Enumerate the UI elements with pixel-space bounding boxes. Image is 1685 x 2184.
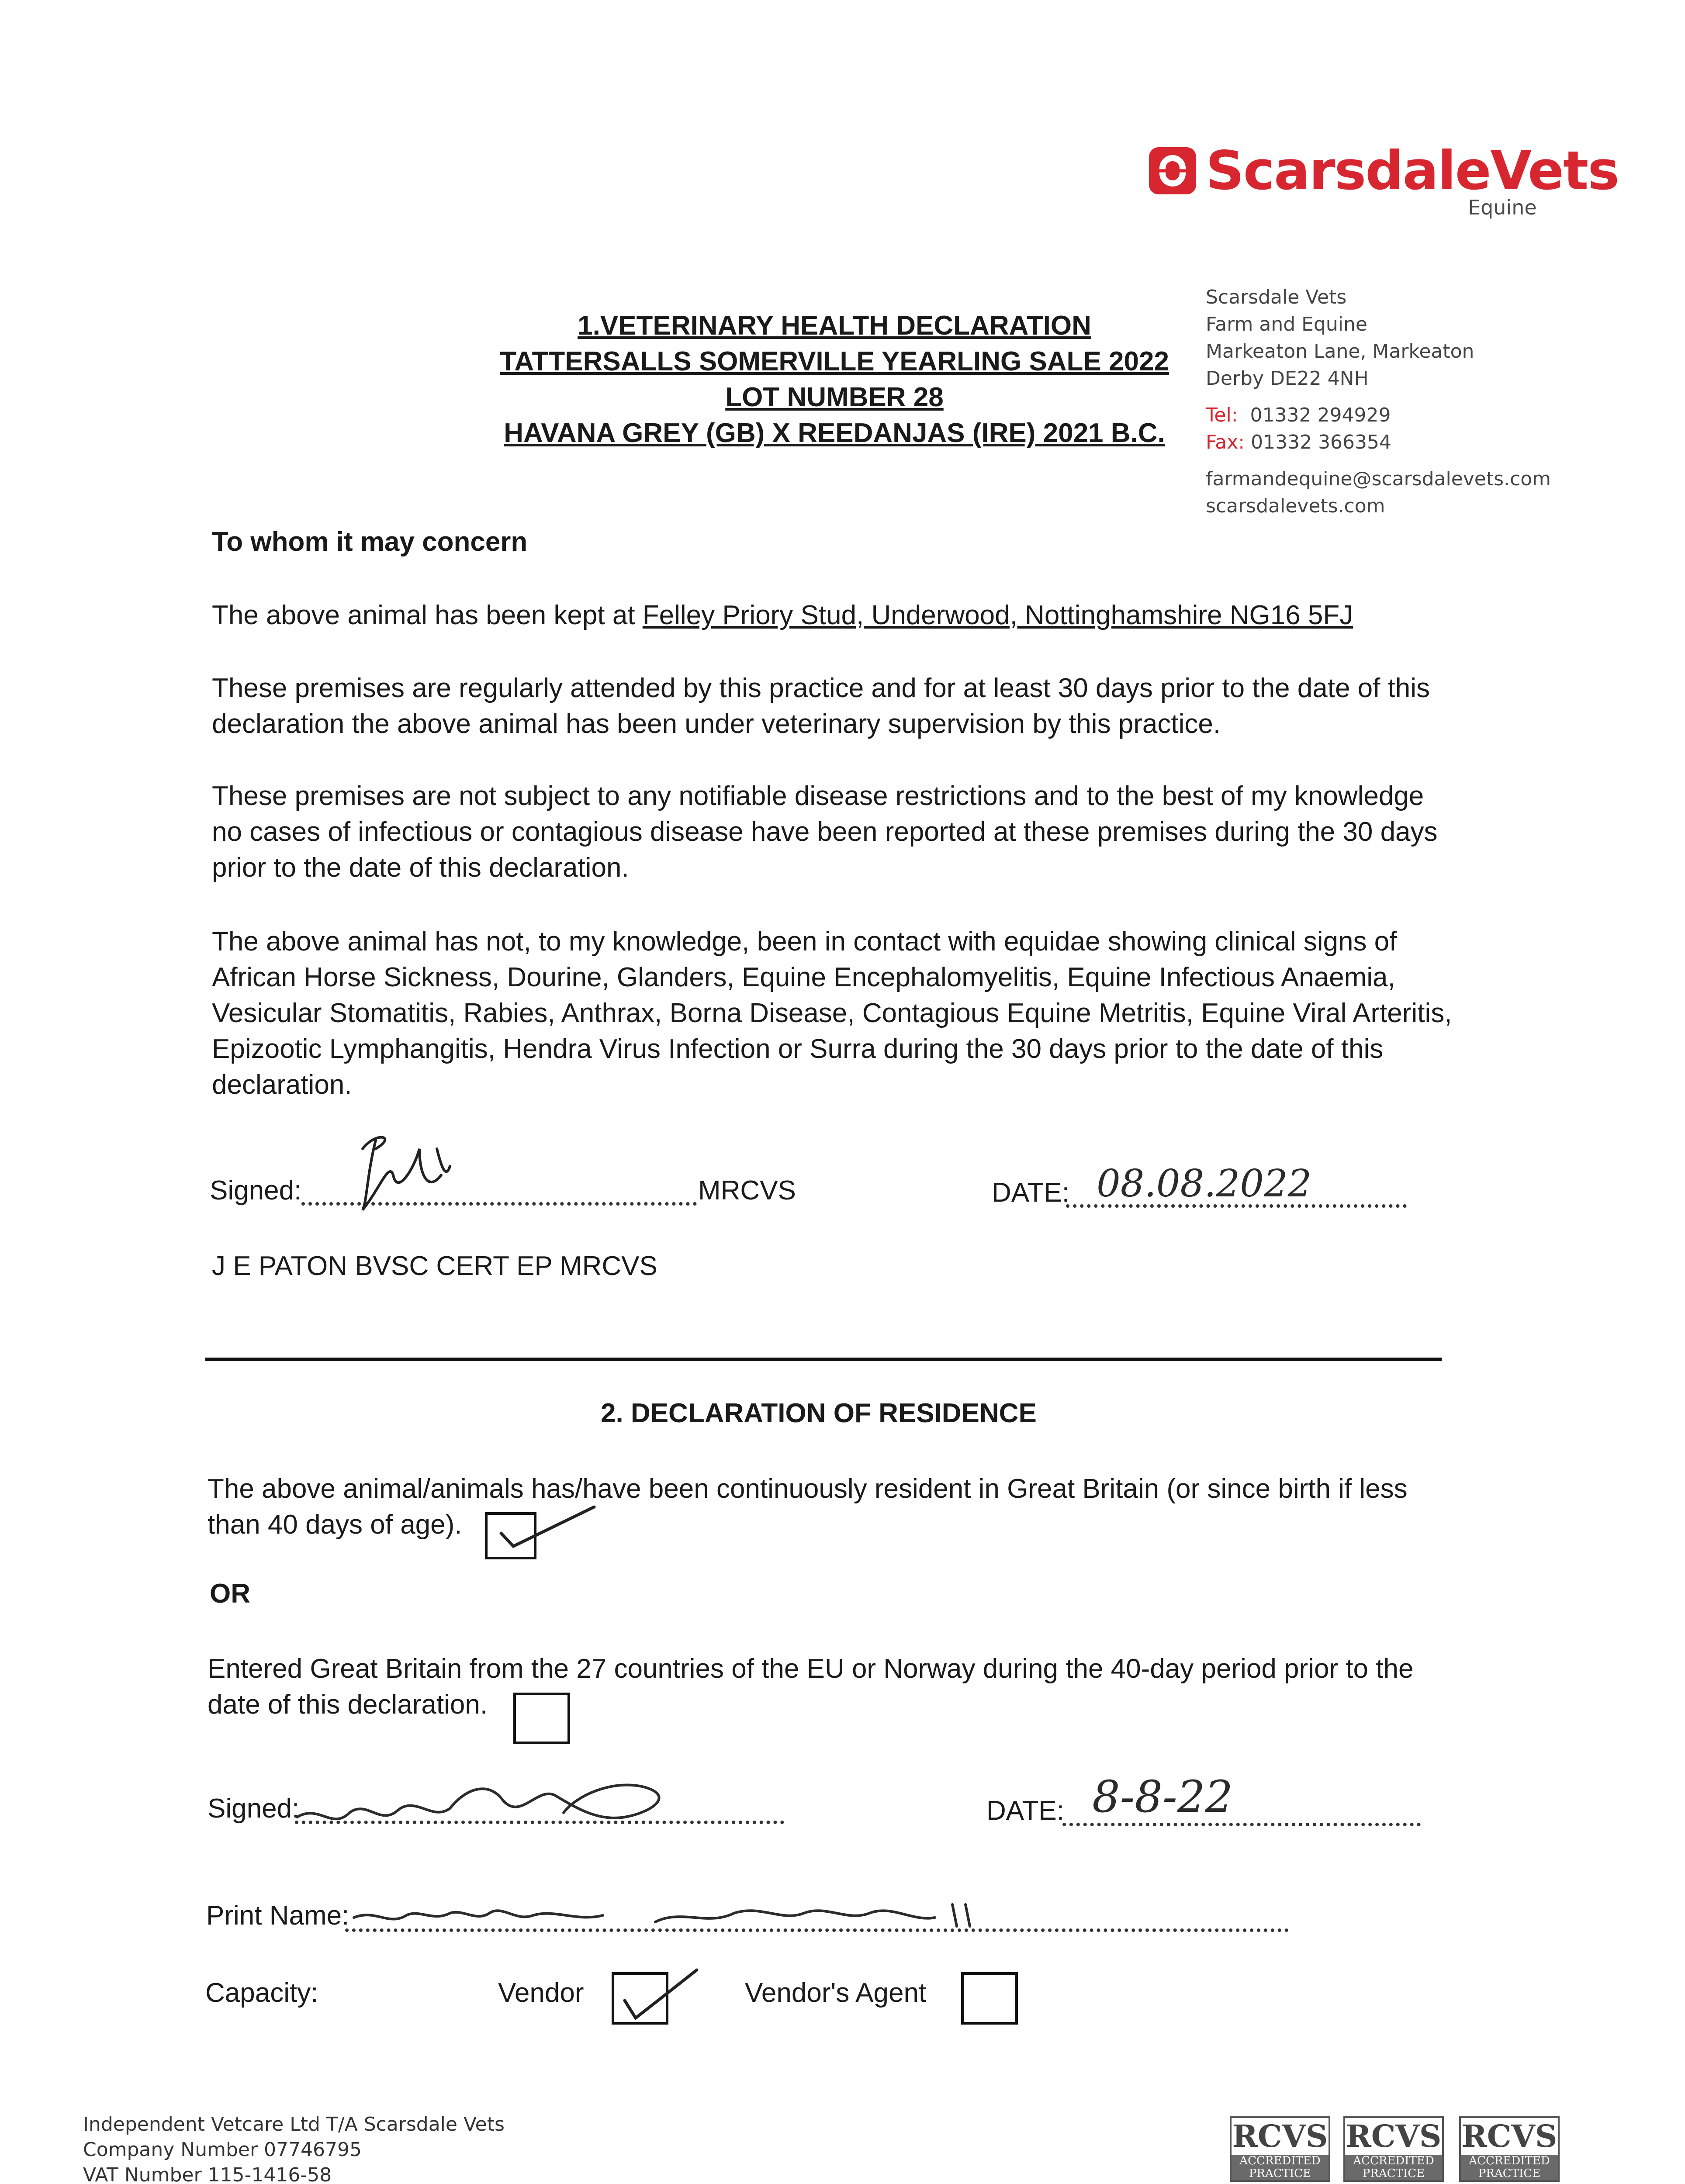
paragraph-restrictions: These premises are not subject to any notifiable disease restrictions and to the best of my knowledge no cases of infectious or contagious disease have been reported at these premises during the 30 days prior to the date of this declaration. <box>212 781 1438 883</box>
kept-statement: The above animal has been kept at Felley Priory Stud, Underwood, Nottinghamshire NG16 5FJ <box>212 600 1353 630</box>
residence-option2-checkbox[interactable] <box>513 1693 570 1744</box>
company-number: Company Number 07746795 <box>83 2139 362 2161</box>
vendor-label: Vendor <box>498 1978 584 2008</box>
document-title: 1.VETERINARY HEALTH DECLARATION TATTERSALLS SOMERVILLE YEARLING SALE 2022 LOT NUMBER 28 HAVANA GREY (GB) X REEDANJAS (IRE) 2021 B.C. <box>500 311 1169 448</box>
signatory-name: J E PATON BVSC CERT EP MRCVS <box>212 1251 657 1281</box>
date-label-2: DATE: <box>986 1796 1064 1826</box>
address-block <box>1206 284 1551 520</box>
company-name: Independent Vetcare Ltd T/A Scarsdale Vets <box>83 2113 505 2136</box>
print-name-handwriting <box>349 1891 1027 1939</box>
capacity-label: Capacity: <box>205 1978 318 2008</box>
date-line-2 <box>1062 1823 1421 1826</box>
rcvs-badge: RCVS ACCREDITED PRACTICE <box>1230 2116 1330 2182</box>
residence-option1: The above animal/animals has/have been continuously resident in Great Britain (or since birth if less than 40 days of age). <box>208 1474 1408 1540</box>
brand-subtitle: Equine <box>1468 196 1537 219</box>
vendors-agent-checkbox[interactable] <box>961 1972 1018 2025</box>
logo-mark-icon <box>1149 147 1196 194</box>
mrcvs-label: MRCVS <box>698 1175 796 1206</box>
vat-number: VAT Number 115-1416-58 <box>83 2164 332 2184</box>
paragraph-supervision: These premises are regularly attended by this practice and for at least 30 days prior to the date of this declaration the above animal has been under veterinary supervision by this practice. <box>212 673 1430 739</box>
checkmark-icon <box>616 1966 703 2027</box>
print-name-label: Print Name: <box>206 1901 349 1931</box>
telephone: Tel: 01332 294929 <box>1206 404 1391 426</box>
rcvs-badge: RCVS ACCREDITED PRACTICE <box>1343 2116 1444 2182</box>
company-footer <box>83 2112 505 2184</box>
brand-logo <box>1149 140 1619 202</box>
kept-location: Felley Priory Stud, Underwood, Nottinghamshire NG16 5FJ <box>642 600 1353 630</box>
vet-signature <box>349 1123 454 1223</box>
address-line: Farm and Equine <box>1206 313 1367 335</box>
checkmark-icon <box>496 1503 601 1559</box>
vendor-date-value: 8-8-22 <box>1092 1771 1233 1822</box>
vendor-signature <box>293 1769 686 1835</box>
address-line: Markeaton Lane, Markeaton <box>1206 340 1474 363</box>
address-name: Scarsdale Vets <box>1206 286 1347 308</box>
brand-name: ScarsdaleVets <box>1206 140 1619 202</box>
vet-date-value: 08.08.2022 <box>1097 1162 1312 1206</box>
address-line: Derby DE22 4NH <box>1206 367 1369 390</box>
section-divider <box>205 1358 1442 1361</box>
signed-label-2: Signed: <box>208 1794 300 1824</box>
rcvs-badge: RCVS ACCREDITED PRACTICE <box>1459 2116 1560 2182</box>
residence-option2: Entered Great Britain from the 27 countries of the EU or Norway during the 40-day period prior to the date of this declaration. <box>208 1654 1414 1720</box>
vendors-agent-label: Vendor's Agent <box>745 1978 927 2008</box>
website: scarsdalevets.com <box>1206 495 1385 517</box>
or-label: OR <box>210 1579 250 1609</box>
date-label: DATE: <box>992 1178 1069 1208</box>
email: farmandequine@scarsdalevets.com <box>1206 468 1551 490</box>
salutation: To whom it may concern <box>212 527 528 557</box>
signed-label: Signed: <box>210 1175 302 1206</box>
paragraph-contact: The above animal has not, to my knowledge, been in contact with equidae showing clinical signs of African Horse Sickness, Dourine, Glanders, Equine Encephalomyelitis, Equine Infectious Anaemia, Vesicular Stomatitis, Rabies, Anthrax, Borna Disease, Contagious Equine Metritis, Equine Viral Arteritis, Epizootic Lymphangitis, Hendra Virus Infection or Surra during the 30 days prior to the date of this declaration. <box>212 926 1452 1100</box>
fax: Fax: 01332 366354 <box>1206 431 1392 453</box>
section2-heading: 2. DECLARATION OF RESIDENCE <box>601 1398 1037 1428</box>
